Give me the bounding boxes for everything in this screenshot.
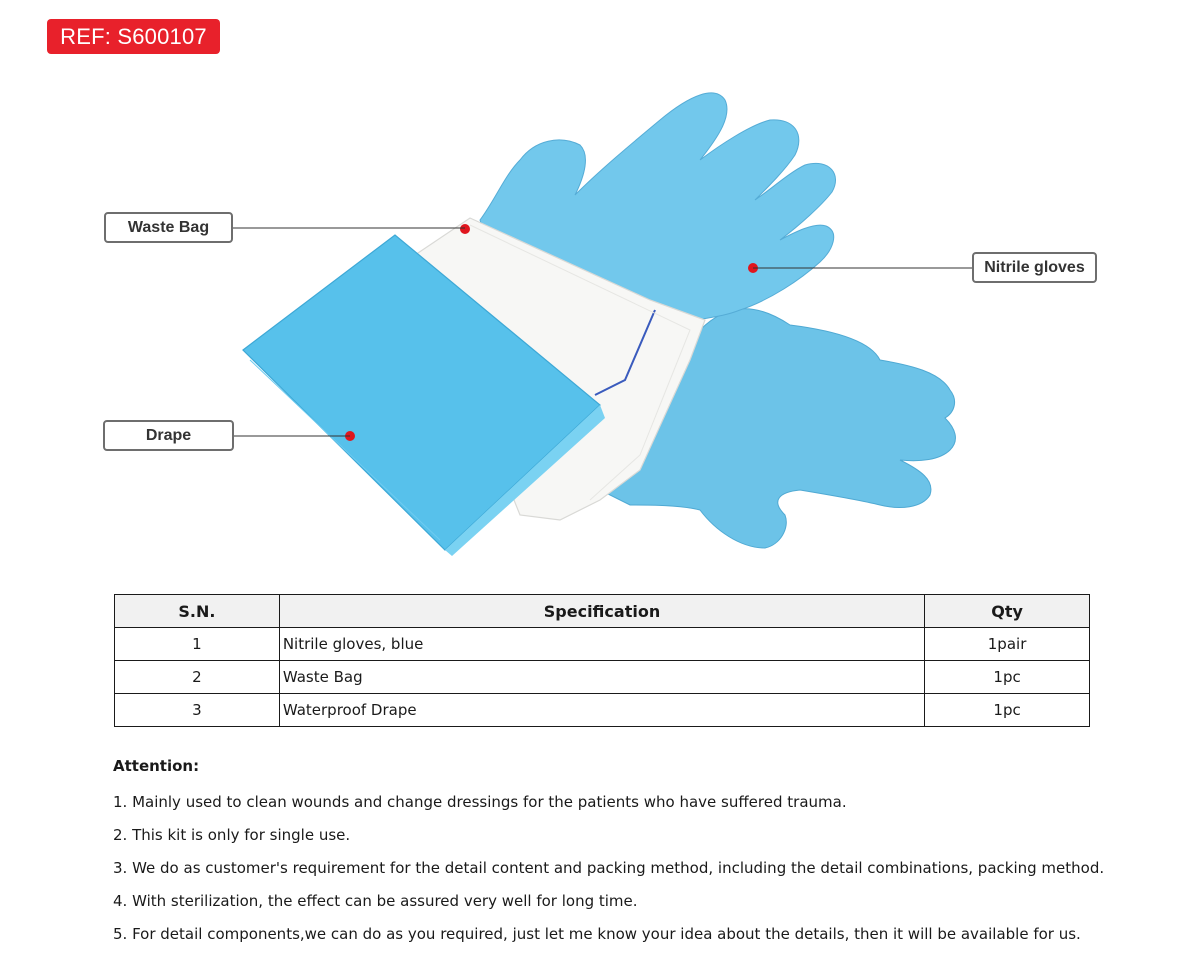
row-sn: 2 [115, 661, 280, 694]
attention-note: 1. Mainly used to clean wounds and change dressings for the patients who have suffered trauma. [113, 793, 847, 811]
table-row [115, 661, 1090, 694]
attention-title: Attention: [113, 757, 200, 775]
attention-note: 4. With sterilization, the effect can be assured very well for long time. [113, 892, 638, 910]
specification-table [114, 594, 1090, 727]
header-sn: S.N. [115, 595, 280, 628]
attention-section [113, 756, 1113, 958]
row-sn: 1 [115, 628, 280, 661]
attention-note: 3. We do as customer's requirement for the detail content and packing method, including the detail combinations, packing method. [113, 859, 1105, 877]
table-row [115, 694, 1090, 727]
header-qty: Qty [925, 595, 1090, 628]
attention-note: 2. This kit is only for single use. [113, 826, 351, 844]
row-qty: 1pc [925, 661, 1090, 694]
row-specification: Nitrile gloves, blue [279, 628, 924, 661]
table-header-row [115, 595, 1090, 628]
row-specification: Waterproof Drape [279, 694, 924, 727]
row-qty: 1pair [925, 628, 1090, 661]
nitrile-gloves-label: Nitrile gloves [972, 252, 1097, 283]
drape-label: Drape [103, 420, 234, 451]
row-qty: 1pc [925, 694, 1090, 727]
product-photo [0, 60, 1200, 580]
attention-note: 5. For detail components,we can do as you required, just let me know your idea about the details, then it will be available for us. [113, 925, 1081, 943]
table-row [115, 628, 1090, 661]
waste-bag-marker [460, 224, 470, 234]
header-specification: Specification [279, 595, 924, 628]
row-sn: 3 [115, 694, 280, 727]
row-specification: Waste Bag [279, 661, 924, 694]
ref-badge: REF: S600107 [47, 19, 220, 54]
waste-bag-label: Waste Bag [104, 212, 233, 243]
